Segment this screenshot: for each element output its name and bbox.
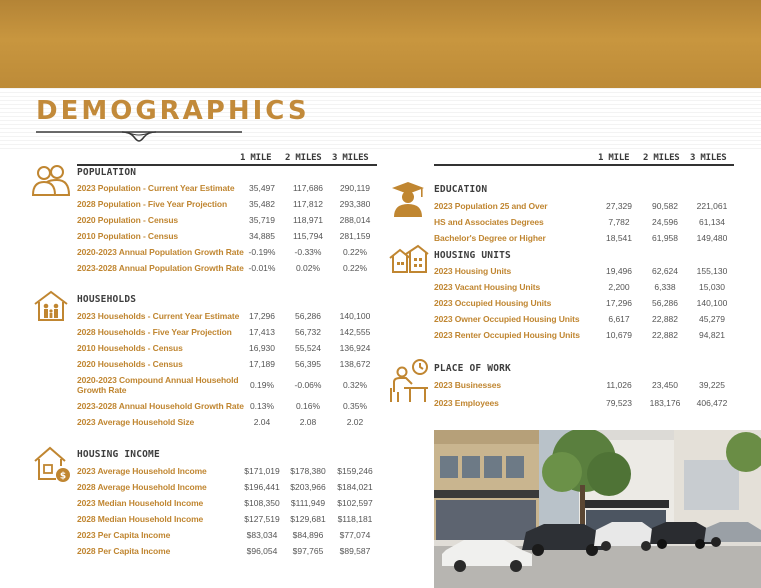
row-value: $178,380 xyxy=(290,466,326,476)
row-label: 2020 Population - Census xyxy=(77,215,179,225)
row-value: 17,413 xyxy=(249,327,275,337)
row-value: 0.32% xyxy=(342,380,368,390)
row-value: -0.06% xyxy=(294,380,322,390)
row-value: 90,582 xyxy=(652,201,678,211)
row-value: 2.02 xyxy=(346,417,364,427)
row-value: 56,395 xyxy=(295,359,321,369)
row-label: 2010 Households - Census xyxy=(77,343,183,353)
row-value: 18,541 xyxy=(606,233,632,243)
row-value: 117,686 xyxy=(292,183,324,193)
row-label: 2023 Per Capita Income xyxy=(77,530,171,540)
row-value: -0.01% xyxy=(248,263,276,273)
row-label: 2023 Population 25 and Over xyxy=(434,201,548,211)
row-value: 0.22% xyxy=(342,263,368,273)
left-col-header-2miles: 2 MILES xyxy=(285,153,322,163)
row-value: 39,225 xyxy=(699,380,725,390)
row-value: 61,134 xyxy=(699,217,725,227)
section-title-housing-income: HOUSING INCOME xyxy=(77,449,160,460)
row-label: 2023-2028 Annual Population Growth Rate xyxy=(77,263,244,273)
row-value: $102,597 xyxy=(337,498,373,508)
row-value: 19,496 xyxy=(606,266,632,276)
row-label: 2023-2028 Annual Household Growth Rate xyxy=(77,401,244,411)
row-label: 2020-2023 Annual Population Growth Rate xyxy=(77,247,244,257)
row-value: 293,380 xyxy=(339,199,371,209)
row-label-continued: Growth Rate xyxy=(77,385,127,395)
left-col-header-1mile: 1 MILE xyxy=(240,153,272,163)
row-label: 2023 Businesses xyxy=(434,380,502,390)
row-value: 115,794 xyxy=(292,231,324,241)
row-value: 140,100 xyxy=(339,311,371,321)
row-label: 2028 Median Household Income xyxy=(77,514,204,524)
row-value: $97,765 xyxy=(292,546,324,556)
row-value: 140,100 xyxy=(696,298,728,308)
row-label: 2023 Vacant Housing Units xyxy=(434,282,541,292)
row-value: 0.02% xyxy=(295,263,321,273)
row-value: 22,882 xyxy=(652,314,678,324)
row-value: 79,523 xyxy=(606,398,632,408)
row-label: 2023 Population - Current Year Estimate xyxy=(77,183,235,193)
row-value: 2,200 xyxy=(608,282,630,292)
row-label: Bachelor's Degree or Higher xyxy=(434,233,546,243)
buildings-icon xyxy=(388,244,430,274)
right-col-header-1mile: 1 MILE xyxy=(598,153,630,163)
row-label: 2023 Employees xyxy=(434,398,499,408)
row-value: 0.19% xyxy=(249,380,275,390)
street-photo xyxy=(434,430,761,588)
row-label: 2020 Households - Census xyxy=(77,359,183,369)
row-value: 11,026 xyxy=(606,380,632,390)
row-value: 2.04 xyxy=(253,417,271,427)
row-value: 55,524 xyxy=(295,343,321,353)
row-label: 2023 Owner Occupied Housing Units xyxy=(434,314,580,324)
row-value: 149,480 xyxy=(696,233,728,243)
row-value: $83,034 xyxy=(246,530,278,540)
row-value: $111,949 xyxy=(290,498,326,508)
row-value: 56,732 xyxy=(295,327,321,337)
left-col-header-3miles: 3 MILES xyxy=(332,153,369,163)
row-value: 17,189 xyxy=(249,359,275,369)
row-label: HS and Associates Degrees xyxy=(434,217,544,227)
page-title: DEMOGRAPHICS xyxy=(36,96,310,126)
row-label: 2028 Per Capita Income xyxy=(77,546,171,556)
row-value: $127,519 xyxy=(244,514,280,524)
row-value: 406,472 xyxy=(696,398,728,408)
row-value: 155,130 xyxy=(696,266,728,276)
graduate-icon xyxy=(388,180,428,218)
row-value: 138,672 xyxy=(339,359,371,369)
row-value: 6,338 xyxy=(654,282,676,292)
row-value: $203,966 xyxy=(290,482,326,492)
row-value: $96,054 xyxy=(246,546,278,556)
row-value: 10,679 xyxy=(606,330,632,340)
row-value: 0.13% xyxy=(249,401,275,411)
row-value: 7,782 xyxy=(608,217,630,227)
svg-text:$: $ xyxy=(59,471,67,482)
row-value: $77,074 xyxy=(339,530,371,540)
row-value: 22,882 xyxy=(652,330,678,340)
right-col-header-3miles: 3 MILES xyxy=(690,153,727,163)
row-value: 118,971 xyxy=(292,215,324,225)
row-label: 2023 Renter Occupied Housing Units xyxy=(434,330,580,340)
row-value: 290,119 xyxy=(339,183,371,193)
row-value: $159,246 xyxy=(337,466,373,476)
desk-worker-icon xyxy=(388,358,430,404)
row-label: 2023 Median Household Income xyxy=(77,498,204,508)
row-label: 2023 Households - Current Year Estimate xyxy=(77,311,240,321)
row-value: 117,812 xyxy=(292,199,324,209)
row-value: $108,350 xyxy=(244,498,280,508)
section-title-housing-units: HOUSING UNITS xyxy=(434,250,511,261)
title-ornament-rule xyxy=(34,129,244,143)
row-label: 2028 Average Household Income xyxy=(77,482,207,492)
right-col-header-2miles: 2 MILES xyxy=(643,153,680,163)
row-value: 15,030 xyxy=(699,282,725,292)
section-title-population: POPULATION xyxy=(77,167,137,178)
row-value: 24,596 xyxy=(652,217,678,227)
row-value: -0.33% xyxy=(294,247,322,257)
row-value: $89,587 xyxy=(339,546,371,556)
row-value: 0.22% xyxy=(342,247,368,257)
row-value: 35,482 xyxy=(249,199,275,209)
row-value: $184,021 xyxy=(337,482,373,492)
row-value: $171,019 xyxy=(244,466,280,476)
row-label: 2010 Population - Census xyxy=(77,231,179,241)
row-value: 136,924 xyxy=(339,343,371,353)
row-value: $118,181 xyxy=(337,514,373,524)
row-value: 61,958 xyxy=(652,233,678,243)
row-value: 94,821 xyxy=(699,330,725,340)
row-label: 2023 Occupied Housing Units xyxy=(434,298,552,308)
row-value: 2.08 xyxy=(299,417,317,427)
row-value: 0.16% xyxy=(295,401,321,411)
right-header-rule xyxy=(434,164,734,166)
row-value: 34,885 xyxy=(249,231,275,241)
house-coin-icon xyxy=(32,445,72,483)
row-value: 27,329 xyxy=(606,201,632,211)
row-value: 281,159 xyxy=(339,231,371,241)
row-value: 142,555 xyxy=(339,327,371,337)
row-value: 183,176 xyxy=(649,398,681,408)
row-label: 2023 Average Household Income xyxy=(77,466,207,476)
row-value: 56,286 xyxy=(295,311,321,321)
row-value: -0.19% xyxy=(248,247,276,257)
row-value: 221,061 xyxy=(696,201,728,211)
left-header-rule xyxy=(77,164,377,166)
row-value: 288,014 xyxy=(339,215,371,225)
row-value: 6,617 xyxy=(608,314,630,324)
row-value: 17,296 xyxy=(606,298,632,308)
row-value: 56,286 xyxy=(652,298,678,308)
row-value: 17,296 xyxy=(249,311,275,321)
row-label: 2028 Population - Five Year Projection xyxy=(77,199,228,209)
row-value: $196,441 xyxy=(244,482,280,492)
row-value: $84,896 xyxy=(292,530,324,540)
row-value: 16,930 xyxy=(249,343,275,353)
row-value: 35,719 xyxy=(249,215,275,225)
row-value: $129,681 xyxy=(290,514,326,524)
row-value: 0.35% xyxy=(342,401,368,411)
row-value: 62,624 xyxy=(652,266,678,276)
row-value: 23,450 xyxy=(652,380,678,390)
people-icon xyxy=(30,163,72,197)
row-label: 2028 Households - Five Year Projection xyxy=(77,327,232,337)
row-value: 45,279 xyxy=(699,314,725,324)
section-title-households: HOUSEHOLDS xyxy=(77,294,137,305)
section-title-place-of-work: PLACE OF WORK xyxy=(434,363,511,374)
header-band xyxy=(0,0,761,88)
row-label: 2023 Housing Units xyxy=(434,266,512,276)
section-title-education: EDUCATION xyxy=(434,184,488,195)
row-label: 2020-2023 Compound Annual Household xyxy=(77,375,239,385)
row-value: 35,497 xyxy=(249,183,275,193)
family-house-icon xyxy=(32,290,70,322)
row-label: 2023 Average Household Size xyxy=(77,417,195,427)
